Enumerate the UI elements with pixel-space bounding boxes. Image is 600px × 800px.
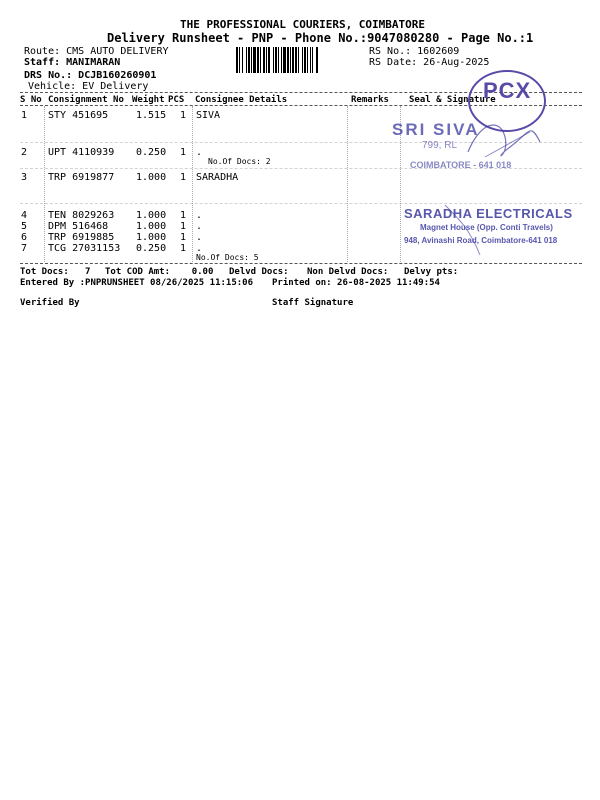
row-weight: 0.250 — [136, 147, 167, 158]
row-pcs: 1 — [180, 210, 187, 221]
row-consignee: . — [196, 232, 203, 243]
row-consignment: DPM 516468 — [48, 221, 109, 232]
row-weight: 1.000 — [136, 232, 167, 243]
col-remarks: Remarks — [351, 95, 389, 105]
row-consignment: STY 451695 — [48, 110, 109, 121]
drs-number: DRS No.: DCJB160260901 — [24, 70, 157, 81]
siva-stamp-line: 799, RL — [422, 140, 458, 151]
row-consignee: . — [196, 221, 203, 232]
divider — [192, 106, 193, 262]
signature-scribble-icon — [460, 112, 550, 172]
row-pcs: 1 — [180, 110, 187, 121]
row-pcs: 1 — [180, 221, 187, 232]
row-sno: 5 — [21, 221, 28, 232]
signature-stroke-icon — [440, 200, 500, 260]
staff-info: Staff: MANIMARAN — [24, 57, 121, 68]
row-weight: 1.000 — [136, 221, 167, 232]
row-sno: 7 — [21, 243, 28, 254]
row-sno: 3 — [21, 172, 28, 183]
row-sno: 1 — [21, 110, 28, 121]
saradha-stamp-name: SARADHA ELECTRICALS — [404, 206, 573, 221]
row-pcs: 1 — [180, 243, 187, 254]
entered-by: Entered By :PNPRUNSHEET 08/26/2025 11:15:06 — [20, 278, 253, 288]
runsheet-subtitle: Delivery Runsheet - PNP - Phone No.:9047080280 - Page No.:1 — [107, 31, 534, 45]
row-weight: 1.000 — [136, 172, 167, 183]
row-sno: 6 — [21, 232, 28, 243]
col-sno: S No — [20, 95, 42, 105]
pcx-stamp-text: PCX — [483, 78, 532, 103]
divider — [347, 106, 348, 262]
barcode-image — [236, 47, 366, 73]
docs-note: No.Of Docs: 2 — [208, 157, 271, 166]
delvd-docs: Delvd Docs: — [229, 267, 289, 277]
table-rule-bottom — [20, 263, 582, 264]
row-sno: 2 — [21, 147, 28, 158]
col-pcs: PCS — [168, 95, 185, 105]
rs-date: RS Date: 26-Aug-2025 — [369, 57, 490, 68]
col-seal: Seal & Signature — [409, 95, 496, 105]
row-consignment: TRP 6919885 — [48, 232, 115, 243]
siva-stamp-name: SRI SIVA — [392, 120, 480, 139]
row-consignment: TCG 27031153 — [48, 243, 121, 254]
printed-on: Printed on: 26-08-2025 11:49:54 — [272, 278, 440, 288]
row-consignee: SIVA — [196, 110, 221, 121]
tot-docs: Tot Docs: 7 — [20, 267, 91, 277]
siva-stamp-city: COIMBATORE - 641 018 — [410, 160, 512, 170]
row-sno: 4 — [21, 210, 28, 221]
divider — [44, 106, 45, 262]
vehicle-info: Vehicle: EV Delivery — [28, 81, 149, 92]
row-weight: 1.000 — [136, 210, 167, 221]
route-info: Route: CMS AUTO DELIVERY — [24, 46, 169, 57]
row-pcs: 1 — [180, 172, 187, 183]
row-consignee: . — [196, 147, 203, 158]
verified-by: Verified By — [20, 298, 80, 308]
delvy-pts: Delvy pts: — [404, 267, 459, 277]
row-consignment: TEN 8029263 — [48, 210, 115, 221]
row-weight: 1.515 — [136, 110, 167, 121]
company-title: THE PROFESSIONAL COURIERS, COIMBATORE — [180, 18, 426, 31]
row-consignment: TRP 6919877 — [48, 172, 115, 183]
row-pcs: 1 — [180, 147, 187, 158]
row-consignment: UPT 4110939 — [48, 147, 115, 158]
col-consignment: Consignment No — [48, 95, 124, 105]
saradha-stamp-address1: Magnet House (Opp. Conti Travels) — [420, 223, 553, 232]
staff-signature: Staff Signature — [272, 298, 354, 308]
row-weight: 0.250 — [136, 243, 167, 254]
non-delvd-docs: Non Delvd Docs: — [307, 267, 389, 277]
row-consignee: . — [196, 210, 203, 221]
col-consignee: Consignee Details — [195, 95, 288, 105]
col-weight: Weight — [132, 95, 165, 105]
row-pcs: 1 — [180, 232, 187, 243]
saradha-stamp-address2: 948, Avinashi Road, Coimbatore-641 018 — [404, 236, 558, 245]
tot-cod: Tot COD Amt: 0.00 — [105, 267, 214, 277]
rs-number: RS No.: 1602609 — [369, 46, 460, 57]
row-consignee: SARADHA — [196, 172, 239, 183]
row-consignee: . — [196, 243, 203, 254]
docs-note: No.Of Docs: 5 — [196, 253, 259, 262]
